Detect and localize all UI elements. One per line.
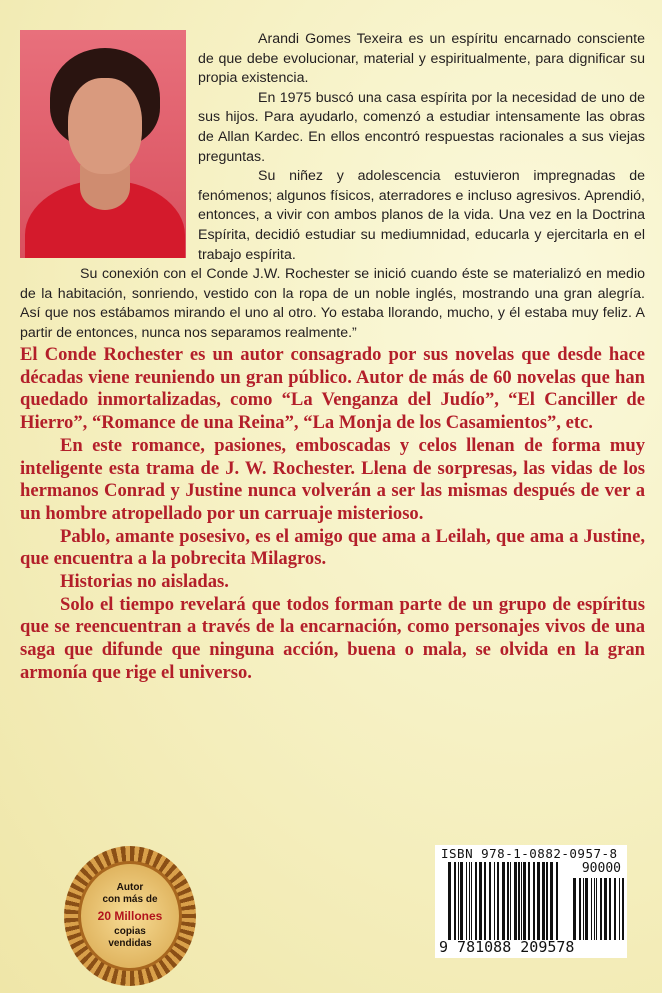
synopsis-paragraph: Pablo, amante posesivo, es el amigo que ama a Leilah, que ama a Justine, que encuentra a la pobrecita Milagros. — [20, 525, 645, 570]
bio-paragraph: En 1975 buscó una casa espírita por la necesidad de uno de sus hijos. Para ayudarlo, comenzó a estudiar intensamente las obras de Allan Kardec. En ellos encontró respuestas racionales a sus viejas preguntas. — [198, 89, 645, 165]
synopsis-paragraph: Historias no aisladas. — [60, 571, 229, 593]
barcode-bars — [448, 862, 560, 940]
synopsis-paragraph: En este romance, pasiones, emboscadas y celos llenan de forma muy inteligente esta trama de J. W. Rochester. Llena de sorpresas, las vidas de los hermanos Conrad y Justine nunca volverán a ser las mismas después de ver a un hombre atropellado por un carruaje misterioso. — [20, 434, 645, 524]
bestseller-seal — [64, 846, 196, 986]
isbn-text: ISBN 978-1-0882-0957-8 — [441, 846, 618, 861]
barcode-number: 9 781088 209578 — [439, 938, 575, 956]
synopsis-paragraph: El Conde Rochester es un autor consagrado por sus novelas que desde hace décadas viene reuniendo un gran público. Autor de más de 60 novelas que han quedado inmortalizadas, como “La Venganza del Judío”, “El Canciller de Hierro”, “Romance de una Reina”, “La Monja de los Casamientos”, etc. — [20, 344, 645, 434]
seal-text: con más de — [102, 894, 158, 905]
price-code: 90000 — [581, 861, 621, 876]
bio-paragraph: Su niñez y adolescencia estuvieron impregnadas de fenómenos; algunos físicos, aterradores e incluso agresivos. Aprendió, entonces, a vivir con ambos planos de la vida. Una vez en la Doctrina Espírita, decidió estudiar su mediumnidad, educarla y ejercitarla en el trabajo espírita. — [198, 168, 645, 263]
seal-text: Autor — [116, 882, 144, 893]
seal-text: copias — [114, 926, 146, 937]
isbn-barcode — [435, 845, 627, 958]
synopsis — [20, 344, 645, 685]
barcode-addon-bars — [573, 878, 625, 940]
author-photo — [20, 30, 186, 258]
seal-text: 20 Millones — [97, 909, 163, 923]
bio-paragraph: Arandi Gomes Texeira es un espíritu encarnado consciente de que debe evolucionar, material y espiritualmente, para dignificar su propia existencia. — [198, 31, 645, 87]
author-bio — [20, 30, 645, 344]
seal-text: vendidas — [108, 938, 152, 949]
bio-paragraph: Su conexión con el Conde J.W. Rochester se inició cuando éste se materializó en medio de la habitación, sonriendo, vestido con la ropa de un noble inglés, mostrando una gran alegría. Así que nos estábamos mirando el uno al otro. Yo estaba llorando, mucho, y él estaba muy feliz. A partir de entonces, nunca nos separamos realmente.” — [20, 266, 645, 341]
synopsis-paragraph: Solo el tiempo revelará que todos forman parte de un grupo de espíritus que se reencuentran a través de la encarnación, como personajes vivos de una saga que difunde que ninguna acción, buena o mala, se olvida en la gran armonía que rige el universo. — [20, 593, 645, 683]
